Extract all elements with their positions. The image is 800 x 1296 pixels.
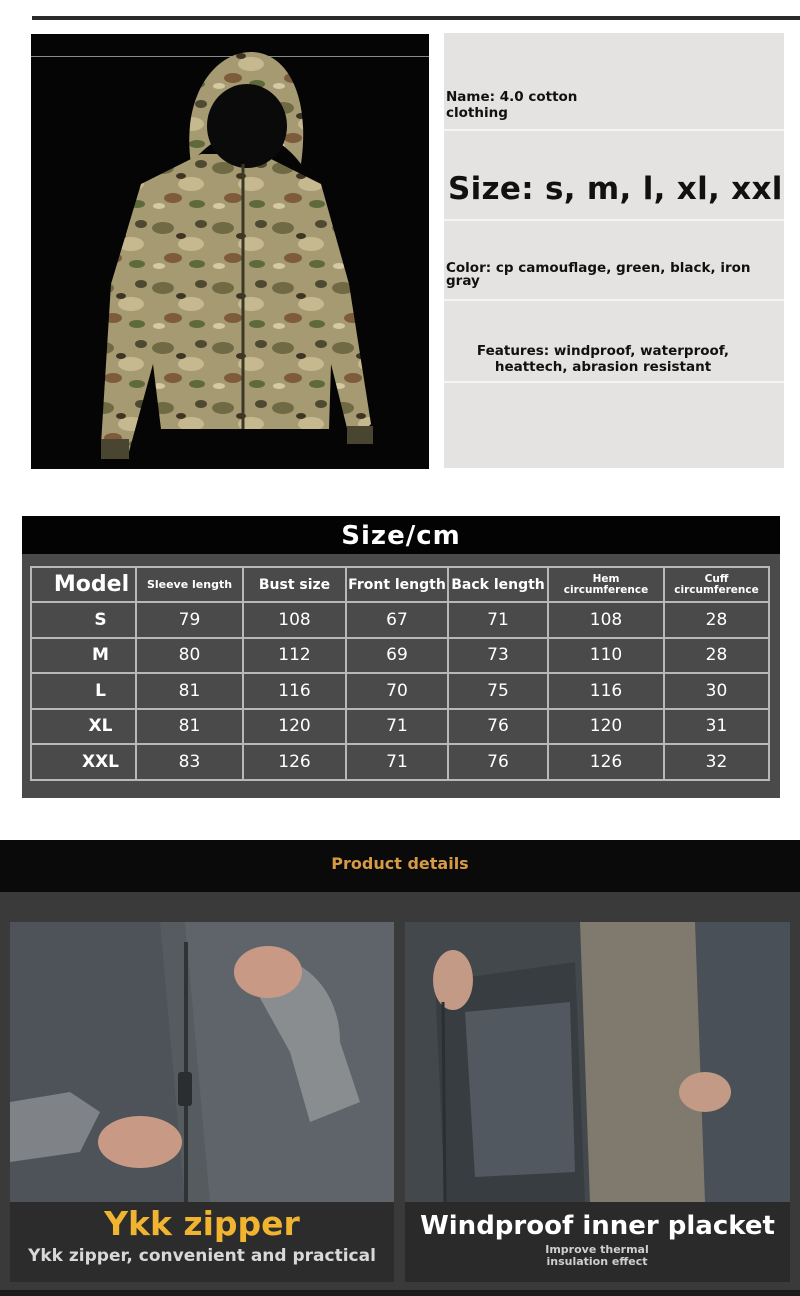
table-row [31, 744, 769, 780]
header-bust: Bust size [243, 567, 346, 602]
zipper-title: Ykk zipper [104, 1204, 300, 1243]
info-divider [444, 381, 784, 383]
cell-cuff: 28 [664, 638, 769, 674]
cell-front: 67 [346, 602, 448, 638]
cell-cuff: 28 [664, 602, 769, 638]
info-divider [444, 219, 784, 221]
table-row [31, 709, 769, 745]
table-row [31, 638, 769, 674]
placket-title: Windproof inner placket [420, 1211, 775, 1241]
cell-bust: 108 [243, 602, 346, 638]
size-chart-title: Size/cm [22, 516, 780, 556]
detail-card-placket [405, 922, 790, 1282]
cell-sleeve: 81 [136, 709, 243, 745]
header-front: Front length [346, 567, 448, 602]
size-table-header [31, 567, 769, 602]
cell-sleeve: 81 [136, 673, 243, 709]
cell-sleeve: 83 [136, 744, 243, 780]
cell-front: 71 [346, 744, 448, 780]
cell-bust: 120 [243, 709, 346, 745]
cell-hem: 116 [548, 673, 664, 709]
cell-back: 76 [448, 744, 548, 780]
zipper-caption [10, 1202, 394, 1282]
cell-model: L [31, 673, 136, 709]
info-divider [444, 129, 784, 131]
cell-back: 71 [448, 602, 548, 638]
cell-hem: 120 [548, 709, 664, 745]
product-sizes: Size: s, m, l, xl, xxl [448, 171, 783, 207]
cell-bust: 116 [243, 673, 346, 709]
bottom-strip [0, 1290, 800, 1296]
product-colors: Color: cp camouflage, green, black, iron gray [446, 260, 751, 289]
table-row [31, 602, 769, 638]
placket-caption [405, 1202, 790, 1282]
cell-front: 69 [346, 638, 448, 674]
product-info-panel [444, 33, 784, 468]
cell-model: M [31, 638, 136, 674]
top-divider [32, 16, 800, 20]
cell-cuff: 31 [664, 709, 769, 745]
size-table [30, 566, 770, 781]
cell-model: S [31, 602, 136, 638]
info-divider [444, 299, 784, 301]
cell-back: 75 [448, 673, 548, 709]
cell-cuff: 32 [664, 744, 769, 780]
table-row [31, 673, 769, 709]
product-name: Name: 4.0 cotton clothing [446, 89, 578, 121]
placket-subtitle: Improve thermal insulation effect [545, 1243, 649, 1268]
product-details-title: Product details [0, 840, 800, 892]
cell-sleeve: 79 [136, 602, 243, 638]
zipper-subtitle: Ykk zipper, convenient and practical [28, 1246, 376, 1266]
cell-bust: 112 [243, 638, 346, 674]
cell-front: 71 [346, 709, 448, 745]
size-chart [22, 554, 780, 798]
header-sleeve: Sleeve length [136, 567, 243, 602]
cell-hem: 108 [548, 602, 664, 638]
cell-cuff: 30 [664, 673, 769, 709]
cell-back: 73 [448, 638, 548, 674]
cell-back: 76 [448, 709, 548, 745]
header-model: Model [31, 567, 136, 602]
cell-model: XL [31, 709, 136, 745]
cell-bust: 126 [243, 744, 346, 780]
header-hem: Hem circumference [548, 567, 664, 602]
product-features: Features: windproof, waterproof, heattech, abrasion resistant [476, 343, 730, 375]
header-back: Back length [448, 567, 548, 602]
cell-hem: 126 [548, 744, 664, 780]
header-cuff: Cuff circumference [664, 567, 769, 602]
camo-jacket-illustration [31, 34, 429, 469]
cell-hem: 110 [548, 638, 664, 674]
jacket-hero-image [31, 34, 429, 469]
cell-model: XXL [31, 744, 136, 780]
cell-sleeve: 80 [136, 638, 243, 674]
cell-front: 70 [346, 673, 448, 709]
detail-card-zipper [10, 922, 394, 1282]
